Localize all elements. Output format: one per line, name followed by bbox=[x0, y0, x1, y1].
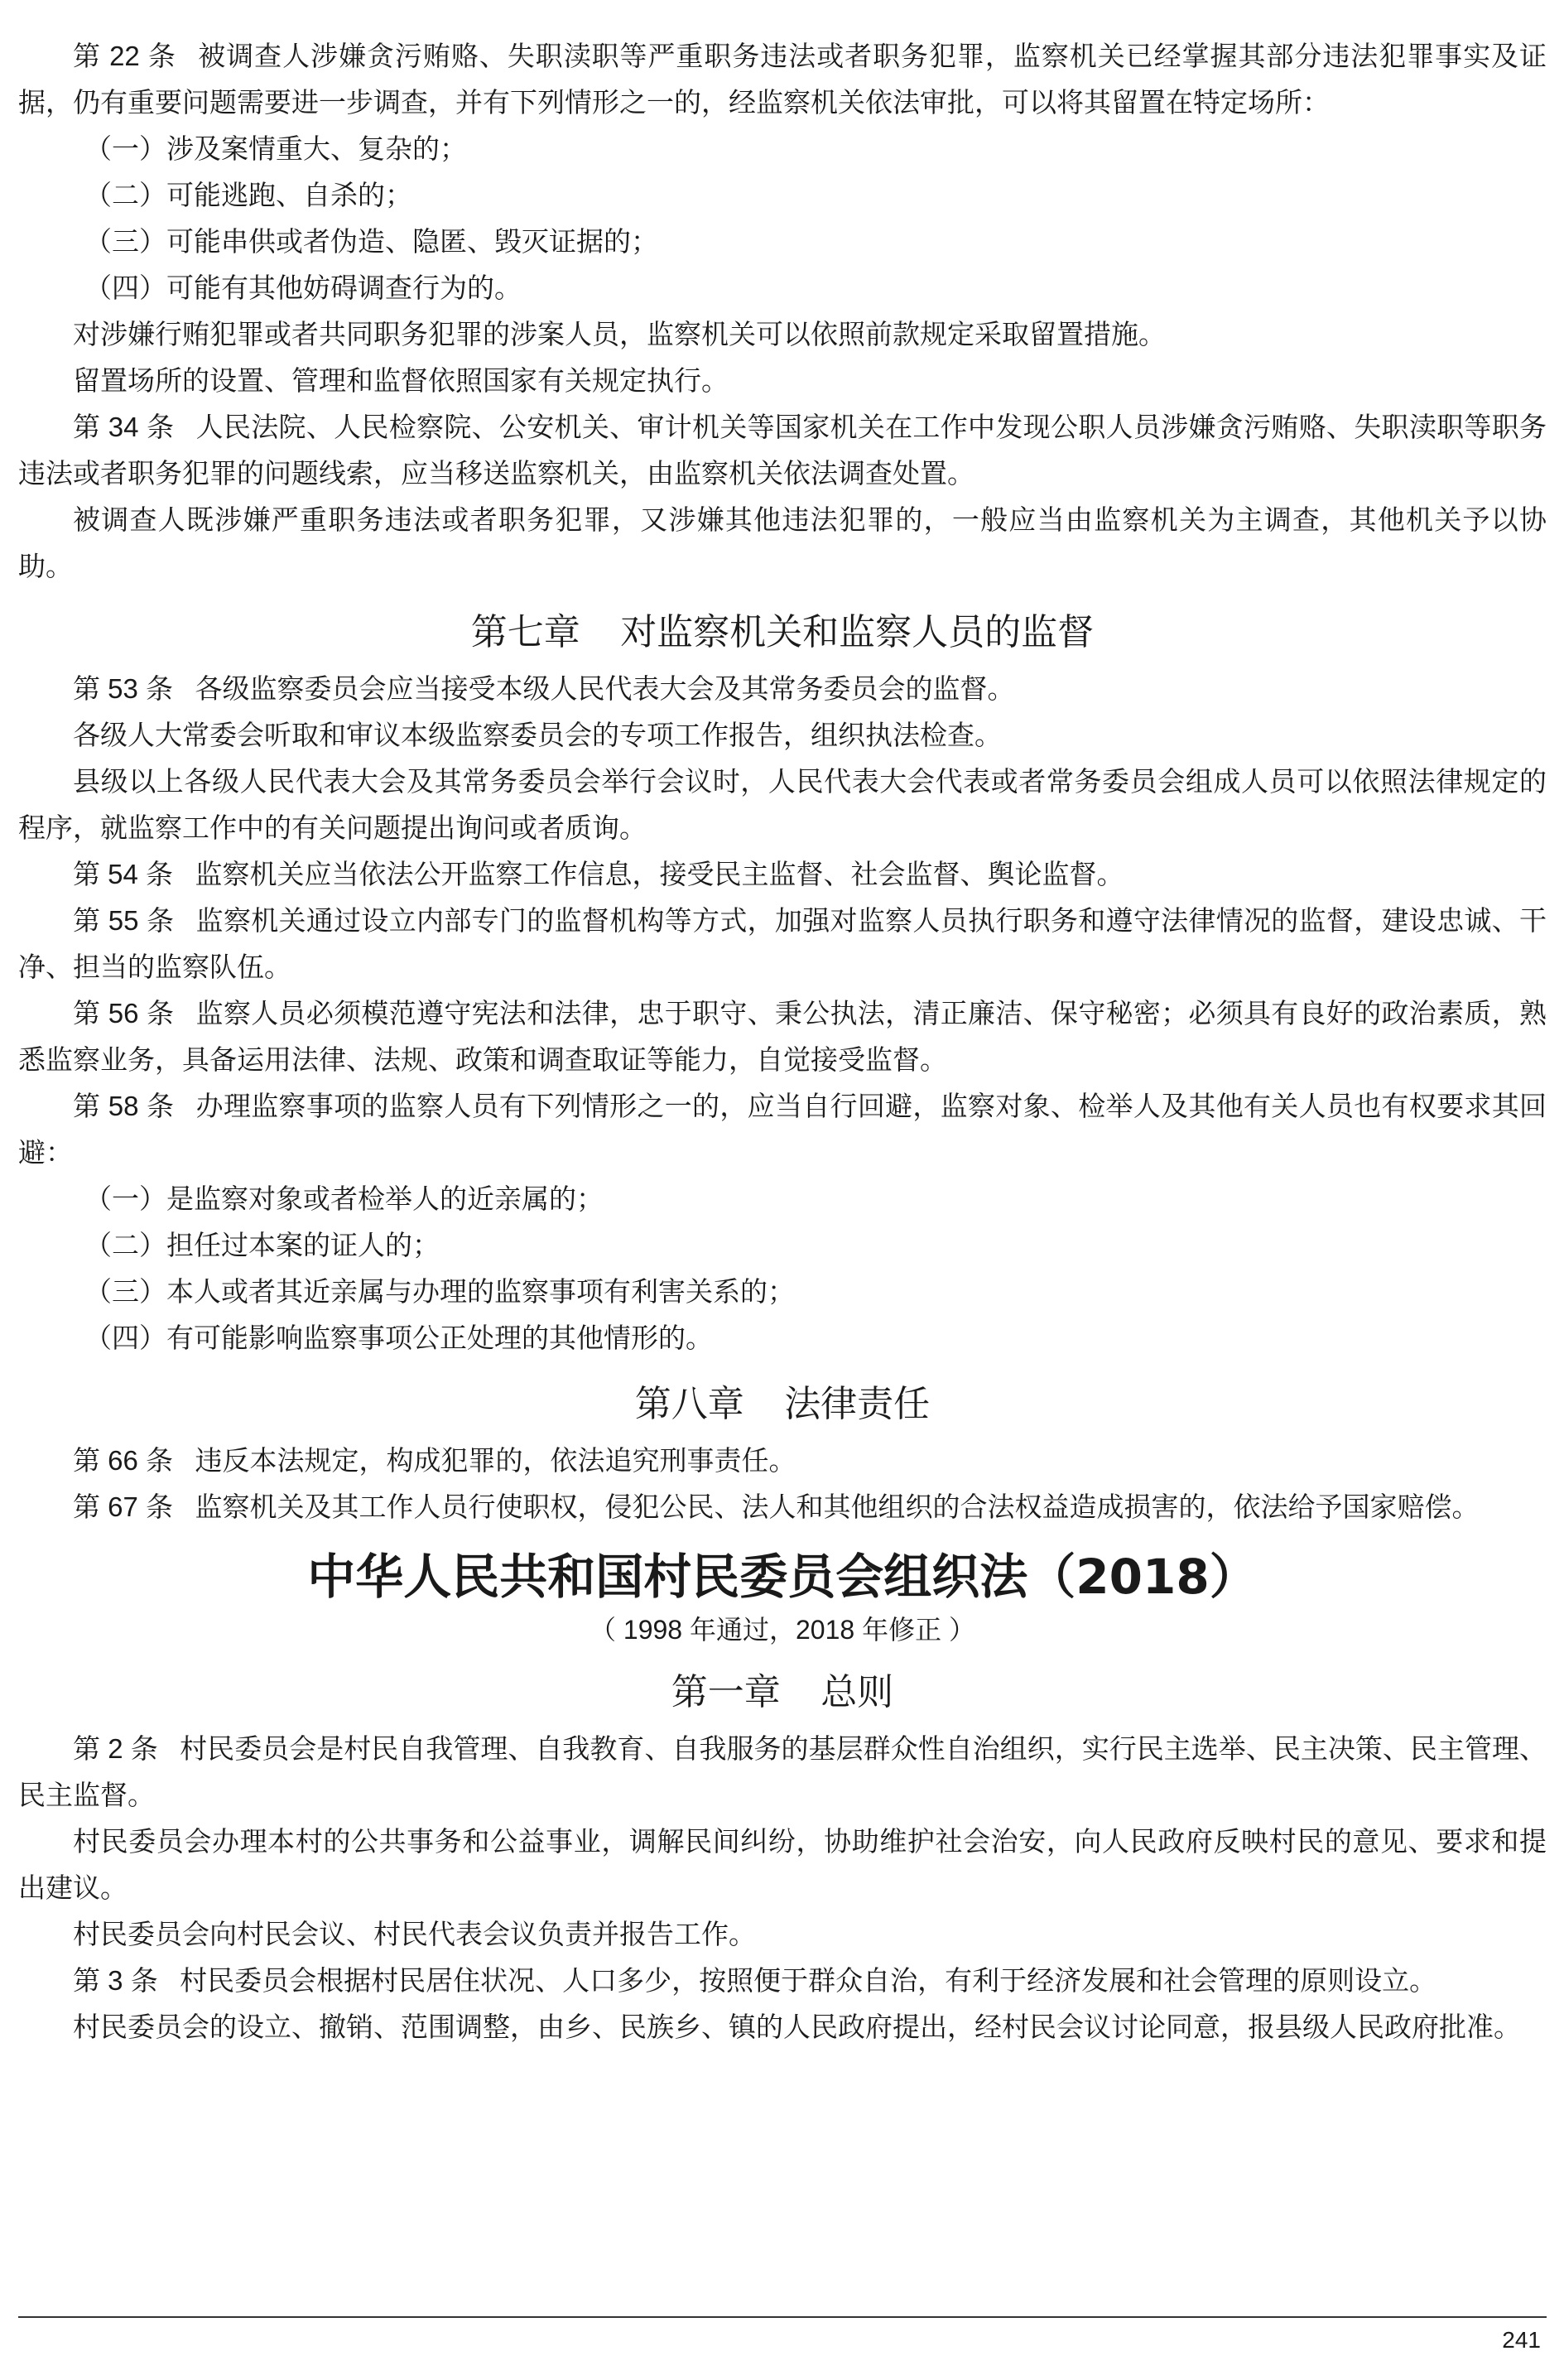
chapter-title: 总则 bbox=[820, 1671, 894, 1713]
chapter-number: 第一章 bbox=[671, 1671, 781, 1713]
article-number: 第 54 条 bbox=[73, 859, 174, 889]
list-item: （三）可能串供或者伪造、隐匿、毁灭证据的； bbox=[84, 225, 658, 258]
article-number: 第 53 条 bbox=[73, 673, 174, 704]
body-paragraph: 村民委员会的设立、撤销、范围调整，由乡、民族乡、镇的人民政府提出，经村民会议讨论同意，报县级人民政府批准。 bbox=[73, 2011, 1521, 2043]
article-number: 第 55 条 bbox=[73, 905, 175, 936]
article-number: 第 34 条 bbox=[73, 412, 175, 442]
law-title: 中华人民共和国村民委员会组织法（2018） bbox=[307, 1549, 1258, 1605]
article-number: 第 58 条 bbox=[73, 1091, 175, 1121]
article-number: 第 3 条 bbox=[73, 1965, 158, 1996]
article-paragraph bbox=[18, 666, 1547, 712]
body-paragraph: 留置场所的设置、管理和监督依照国家有关规定执行。 bbox=[73, 364, 729, 397]
list-item: （三）本人或者其近亲属与办理的监察事项有利害关系的； bbox=[84, 1275, 795, 1308]
list-item: （四）有可能影响监察事项公正处理的其他情形的。 bbox=[84, 1322, 713, 1354]
page-content bbox=[18, 33, 1547, 2050]
article-text: 监察机关通过设立内部专门的监督机构等方式，加强对监察人员执行职务和遵守法律情况的监督，建设忠诚、干净、担当的监察队伍。 bbox=[18, 904, 1547, 983]
article-paragraph bbox=[18, 990, 1547, 1083]
article-paragraph bbox=[18, 898, 1547, 990]
article-paragraph bbox=[18, 1083, 1547, 1176]
article-text: 被调查人涉嫌贪污贿赂、失职渎职等严重职务违法或者职务犯罪，监察机关已经掌握其部分违法犯罪事实及证据，仍有重要问题需要进一步调查，并有下列情形之一的，经监察机关依法审批，可以将其留置在特定场所： bbox=[18, 40, 1547, 118]
article-paragraph bbox=[18, 1958, 1547, 2004]
chapter-heading bbox=[18, 608, 1547, 658]
article-text: 监察机关应当依法公开监察工作信息，接受民主监督、社会监督、舆论监督。 bbox=[195, 858, 1124, 890]
article-paragraph bbox=[18, 33, 1547, 126]
chapter-number: 第七章 bbox=[470, 611, 580, 653]
list-item: （四）可能有其他妨碍调查行为的。 bbox=[84, 272, 522, 304]
footer-divider bbox=[18, 2316, 1547, 2318]
body-paragraph: 村民委员会向村民会议、村民代表会议负责并报告工作。 bbox=[73, 1918, 756, 1950]
article-paragraph bbox=[18, 1726, 1547, 1819]
body-paragraph: 各级人大常委会听取和审议本级监察委员会的专项工作报告，组织执法检查。 bbox=[73, 719, 1002, 751]
article-text: 违反本法规定，构成犯罪的，依法追究刑事责任。 bbox=[195, 1444, 796, 1477]
article-paragraph bbox=[18, 1484, 1547, 1530]
article-paragraph bbox=[18, 1438, 1547, 1484]
body-paragraph: 村民委员会办理本村的公共事务和公益事业，调解民间纠纷，协助维护社会治安，向人民政府反映村民的意见、要求和提出建议。 bbox=[18, 1825, 1547, 1904]
list-item: （二）可能逃跑、自杀的； bbox=[84, 179, 412, 211]
law-subtitle: （ 1998 年通过，2018 年修正 ） bbox=[590, 1615, 975, 1645]
body-paragraph: 县级以上各级人民代表大会及其常务委员会举行会议时，人民代表大会代表或者常务委员会组成人员可以依照法律规定的程序，就监察工作中的有关问题提出询问或者质询。 bbox=[18, 765, 1547, 844]
article-text: 村民委员会根据村民居住状况、人口多少，按照便于群众自治，有利于经济发展和社会管理的原则设立。 bbox=[180, 1964, 1437, 1997]
chapter-number: 第八章 bbox=[634, 1383, 744, 1425]
list-item: （一）是监察对象或者检举人的近亲属的； bbox=[84, 1183, 604, 1215]
article-text: 办理监察事项的监察人员有下列情形之一的，应当自行回避，监察对象、检举人及其他有关人员也有权要求其回避： bbox=[18, 1090, 1547, 1168]
body-paragraph: 被调查人既涉嫌严重职务违法或者职务犯罪，又涉嫌其他违法犯罪的，一般应当由监察机关为主调查，其他机关予以协助。 bbox=[18, 503, 1547, 582]
article-number: 第 67 条 bbox=[73, 1491, 174, 1522]
article-paragraph bbox=[18, 404, 1547, 497]
article-text: 各级监察委员会应当接受本级人民代表大会及其常务委员会的监督。 bbox=[195, 672, 1015, 705]
article-text: 村民委员会是村民自我管理、自我教育、自我服务的基层群众性自治组织，实行民主选举、民主决策、民主管理、民主监督。 bbox=[18, 1732, 1547, 1811]
article-number: 第 22 条 bbox=[73, 41, 176, 71]
article-number: 第 66 条 bbox=[73, 1445, 174, 1476]
list-item: （二）担任过本案的证人的； bbox=[84, 1229, 440, 1261]
article-number: 第 2 条 bbox=[73, 1733, 158, 1764]
article-text: 监察机关及其工作人员行使职权，侵犯公民、法人和其他组织的合法权益造成损害的，依法给予国家赔偿。 bbox=[195, 1491, 1480, 1523]
article-paragraph bbox=[18, 851, 1547, 898]
article-text: 监察人员必须模范遵守宪法和法律，忠于职守、秉公执法，清正廉洁、保守秘密；必须具有良好的政治素质，熟悉监察业务，具备运用法律、法规、政策和调查取证等能力，自觉接受监督。 bbox=[18, 997, 1547, 1076]
page-number: 241 bbox=[1502, 2327, 1541, 2353]
body-paragraph: 对涉嫌行贿犯罪或者共同职务犯罪的涉案人员，监察机关可以依照前款规定采取留置措施。 bbox=[73, 318, 1166, 350]
chapter-heading bbox=[18, 1668, 1547, 1718]
chapter-title: 对监察机关和监察人员的监督 bbox=[620, 611, 1095, 653]
article-text: 人民法院、人民检察院、公安机关、审计机关等国家机关在工作中发现公职人员涉嫌贪污贿赂、失职渎职等职务违法或者职务犯罪的问题线索，应当移送监察机关，由监察机关依法调查处置。 bbox=[18, 411, 1547, 489]
list-item: （一）涉及案情重大、复杂的； bbox=[84, 132, 467, 165]
chapter-title: 法律责任 bbox=[784, 1383, 931, 1425]
article-number: 第 56 条 bbox=[73, 998, 175, 1029]
chapter-heading bbox=[18, 1380, 1547, 1429]
